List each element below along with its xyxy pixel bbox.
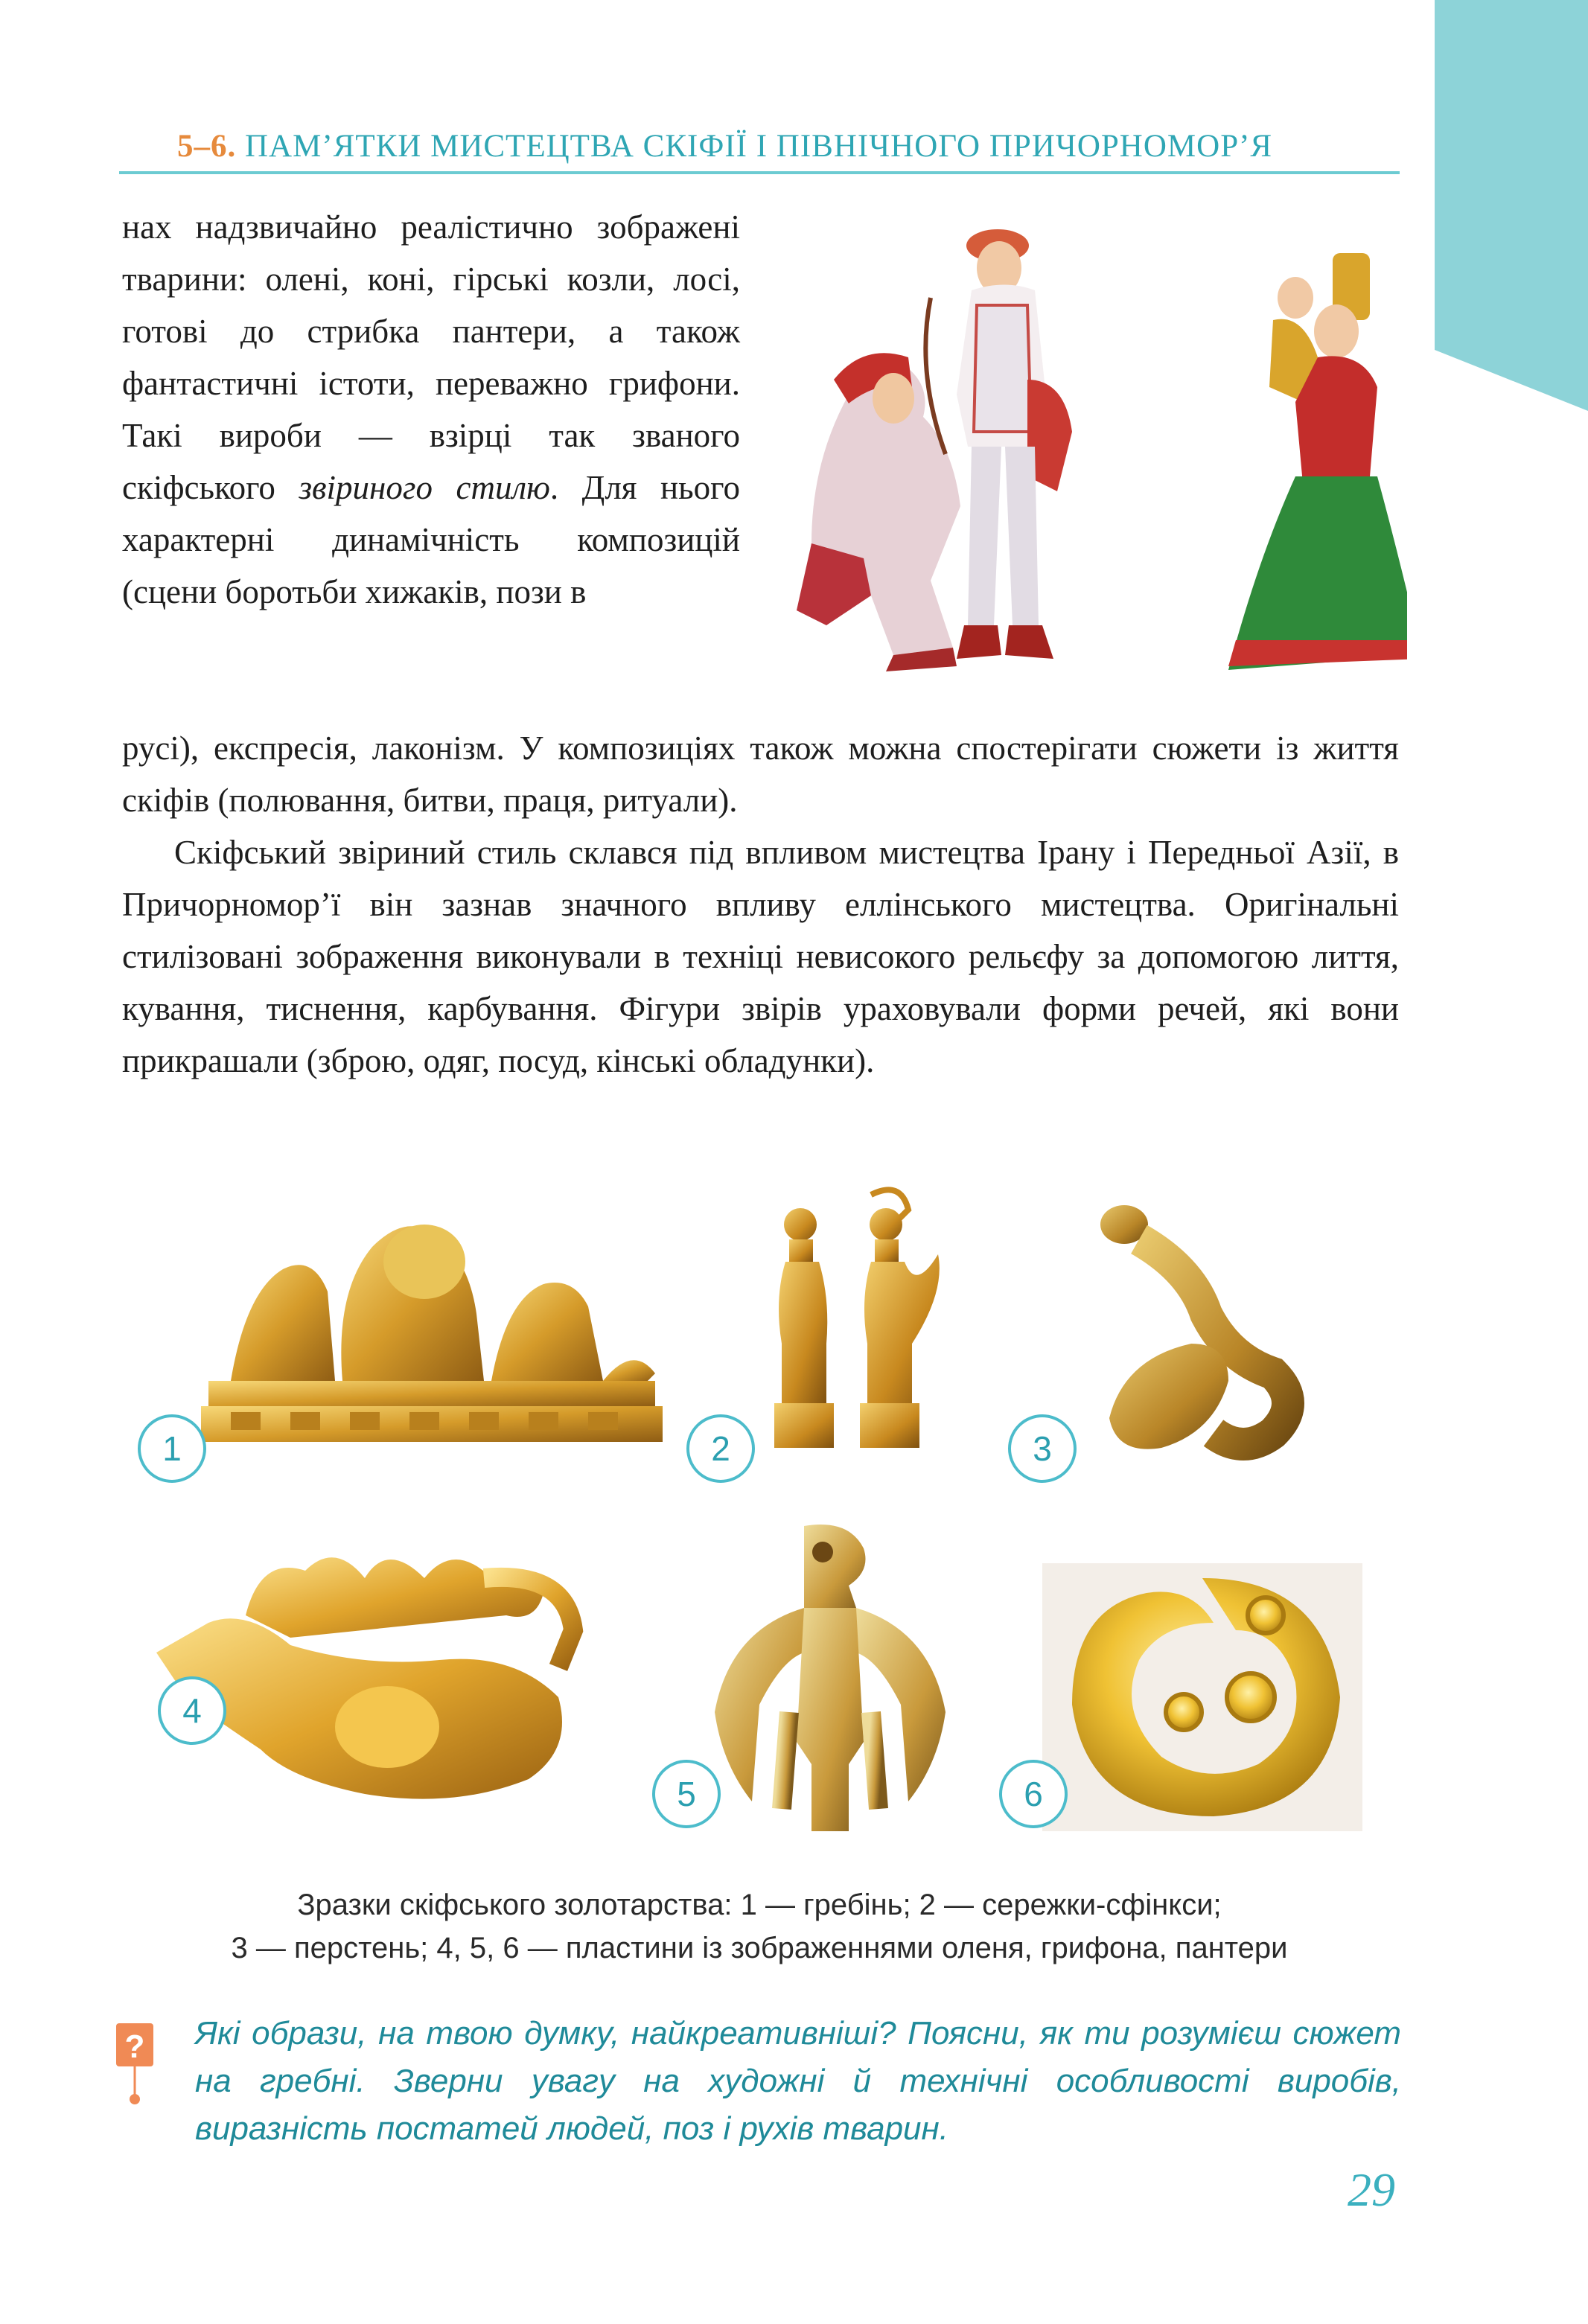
scythians-illustration [782, 208, 1407, 685]
ring-photo [1080, 1195, 1325, 1463]
intro-italic-term: звіриного стилю [299, 469, 550, 506]
corner-tab-decoration [1435, 0, 1588, 411]
section-number: 5–6. [177, 129, 237, 164]
section-title [177, 128, 1272, 165]
page-number: 29 [1348, 2163, 1395, 2216]
earrings-photo [759, 1180, 960, 1478]
standing-scythian-figure [925, 229, 1072, 659]
page-header [119, 125, 1400, 174]
figure-badge-3: 3 [1008, 1414, 1077, 1483]
question-mark-icon [116, 2023, 153, 2105]
panther-plaque-photo [1042, 1563, 1362, 1831]
paragraph-animal-style: Скіфський звіриний стиль склався під впливом мистецтва Ірану і Передньої Азії, в Причорномор’ї він зазнав значного впливу еллінського мистецтва. Оригінальні стилізовані зображення виконували в техніці невисокого рельєфу за допомогою лиття, кування, тиснення, карбування. Фігури звірів ураховували форми речей, які вони прикрашали (зброю, одяг, посуд, кінські обладунки). [122, 834, 1399, 1079]
figure-badge-2: 2 [686, 1414, 755, 1483]
caption-line-1: Зразки скіфського золотарства: 1 — гребінь; 2 — сережки-сфінкси; [297, 1889, 1222, 1921]
griffin-plaque-photo [700, 1519, 960, 1831]
header-divider [119, 171, 1400, 174]
main-text [122, 722, 1399, 1087]
comb-photo [186, 1180, 677, 1463]
paragraph-continuation: русі), експресія, лаконізм. У композиціях також можна спостерігати сюжети із життя скіфів (полювання, битви, праця, ритуали). [122, 730, 1399, 819]
svg-text:?: ? [124, 2028, 145, 2065]
intro-paragraph [122, 201, 740, 618]
deer-plaque-photo [141, 1526, 588, 1824]
figure-caption [119, 1883, 1400, 1970]
intro-text-end: . Для нього характерні динамічність композицій (сцени боротьби хижаків, пози в [122, 469, 740, 610]
section-title-text: ПАМ’ЯТКИ МИСТЕЦТВА СКІФІЇ І ПІВНІЧНОГО ПРИЧОРНОМОР’Я [245, 129, 1273, 164]
figure-badge-4: 4 [158, 1676, 226, 1745]
caption-line-2: 3 — перстень; 4, 5, 6 — пластини із зображеннями оленя, грифона, пантери [231, 1932, 1288, 1964]
figure-badge-1: 1 [138, 1414, 206, 1483]
figure-badge-5: 5 [652, 1760, 721, 1828]
scythian-woman-figure [1228, 253, 1407, 670]
discussion-question: Які образи, на твою думку, найкреативніші? Поясни, як ти розумієш сюжет на гребні. Зверни увагу на художні й технічні особливості виробів, виразність постатей людей, поз і рухів тварин. [195, 2015, 1401, 2147]
intro-text-start: нах надзвичайно реалістично зображені тварини: олені, коні, гірські козли, лосі, готові до стрибка пантери, а також фантастичні істоти, переважно грифони. Такі вироби — взірці так званого скіфського [122, 208, 740, 506]
kneeling-scythian-figure [797, 353, 960, 671]
figure-badge-6: 6 [999, 1760, 1068, 1828]
